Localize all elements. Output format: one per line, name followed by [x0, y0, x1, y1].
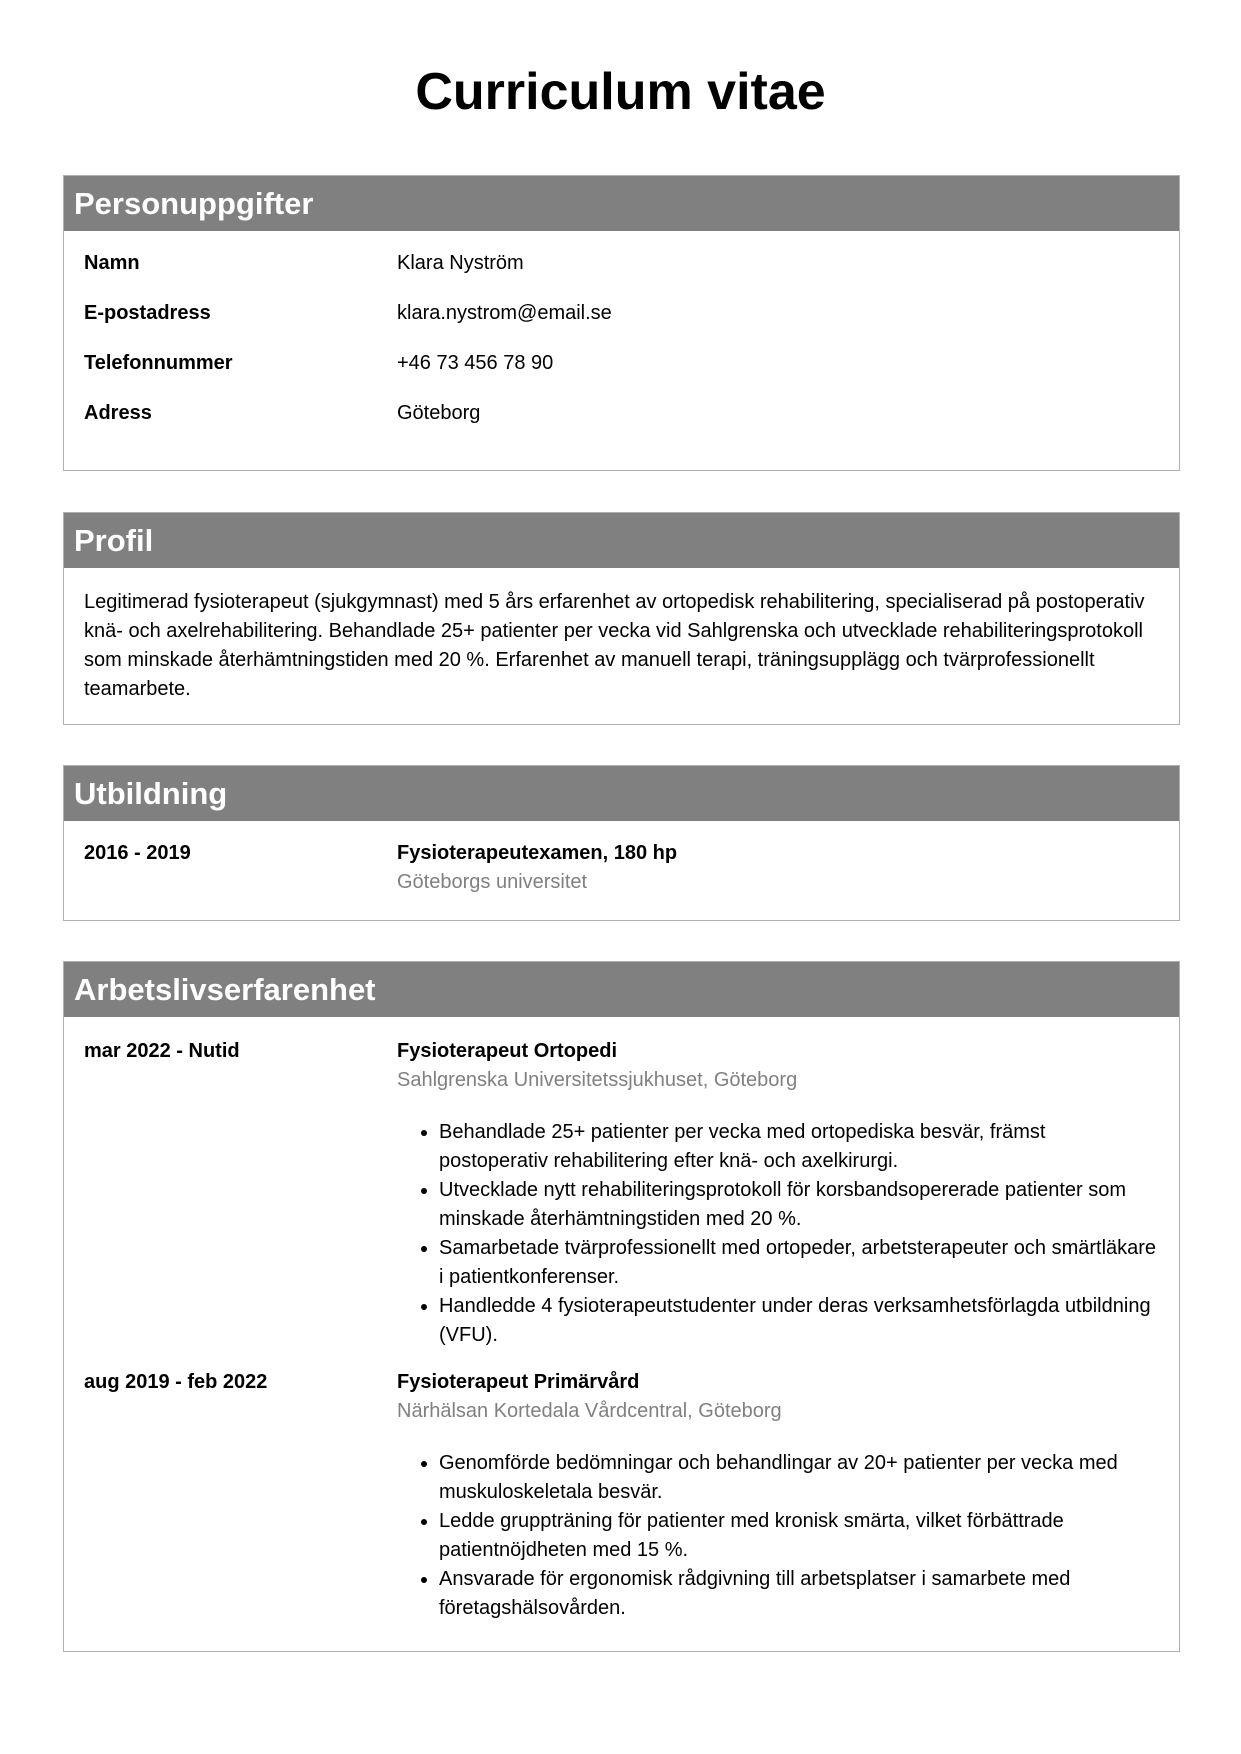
list-item: • Ledde gruppträning för patienter med kronisk smärta, vilket förbättrade patientnöjdheten med 15 %.	[439, 1507, 1159, 1565]
experience-entry	[84, 1039, 1159, 1350]
personal-section	[63, 175, 1180, 471]
entry-period: aug 2019 - feb 2022	[84, 1371, 268, 1393]
list-item: • Samarbetade tvärprofessionellt med ortopeder, arbetsterapeuter och smärtläkare i patientkonferenser.	[439, 1234, 1159, 1292]
list-item: • Behandlade 25+ patienter per vecka med ortopediska besvär, främst postoperativ rehabilitering efter knä- och axelkirurgi.	[439, 1118, 1159, 1176]
personal-heading: Personuppgifter	[64, 176, 1179, 231]
field-value: klara.nystrom@email.se	[397, 302, 612, 324]
education-body	[64, 821, 1179, 894]
experience-body	[64, 1017, 1179, 1623]
entry-place: Sahlgrenska Universitetssjukhuset, Göteborg	[397, 1069, 798, 1091]
entry-bullets	[397, 1118, 1159, 1350]
entry-place: Närhälsan Kortedala Vårdcentral, Göteborg	[397, 1400, 782, 1422]
field-value: +46 73 456 78 90	[397, 352, 554, 374]
entry-title: Fysioterapeut Ortopedi	[397, 1040, 618, 1062]
entry-place: Göteborgs universitet	[397, 871, 588, 893]
profile-section	[63, 512, 1180, 725]
profile-text: Legitimerad fysioterapeut (sjukgymnast) med 5 års erfarenhet av ortopedisk rehabilitering, specialiserad på postoperativ knä- och axelrehabilitering. Behandlade 25+ patienter per vecka vid Sahlgrenska och utvecklade rehabiliteringsprotokoll som minskade återhämtningstiden med 20 %. Erfarenhet av manuell terapi, träningsupplägg och tvärprofessionellt teamarbete.	[84, 591, 1145, 700]
education-heading: Utbildning	[64, 766, 1179, 821]
field-label: Telefonnummer	[84, 352, 233, 374]
entry-details	[397, 1370, 1159, 1623]
personal-body	[64, 231, 1179, 425]
education-section	[63, 765, 1180, 921]
field-label: Namn	[84, 252, 140, 274]
list-item: • Handledde 4 fysioterapeutstudenter under deras verksamhetsförlagda utbildning (VFU).	[439, 1292, 1159, 1350]
entry-title: Fysioterapeutexamen, 180 hp	[397, 842, 678, 864]
field-label: Adress	[84, 402, 152, 424]
page-title: Curriculum vitae	[415, 63, 826, 121]
field-value: Göteborg	[397, 402, 481, 424]
entry-period: 2016 - 2019	[84, 842, 191, 864]
list-item: • Utvecklade nytt rehabiliteringsprotokoll för korsbandsopererade patienter som minskade återhämtningstiden med 20 %.	[439, 1176, 1159, 1234]
entry-bullets	[397, 1449, 1159, 1623]
experience-heading: Arbetslivserfarenhet	[64, 962, 1179, 1017]
entry-period: mar 2022 - Nutid	[84, 1040, 240, 1062]
field-value: Klara Nyström	[397, 252, 524, 274]
profile-body	[64, 568, 1179, 704]
experience-entry	[84, 1370, 1159, 1623]
entry-details	[397, 841, 1159, 894]
profile-heading: Profil	[64, 513, 1179, 568]
list-item: • Ansvarade för ergonomisk rådgivning till arbetsplatser i samarbete med företagshälsovården.	[439, 1565, 1159, 1623]
field-row-address	[84, 401, 1159, 425]
field-row-name	[84, 251, 1159, 275]
field-row-email	[84, 301, 1159, 325]
education-entry	[84, 841, 1159, 894]
experience-section	[63, 961, 1180, 1652]
entry-title: Fysioterapeut Primärvård	[397, 1371, 640, 1393]
entry-details	[397, 1039, 1159, 1350]
list-item: • Genomförde bedömningar och behandlingar av 20+ patienter per vecka med muskuloskeletala besvär.	[439, 1449, 1159, 1507]
field-label: E-postadress	[84, 302, 211, 324]
field-row-phone	[84, 351, 1159, 375]
